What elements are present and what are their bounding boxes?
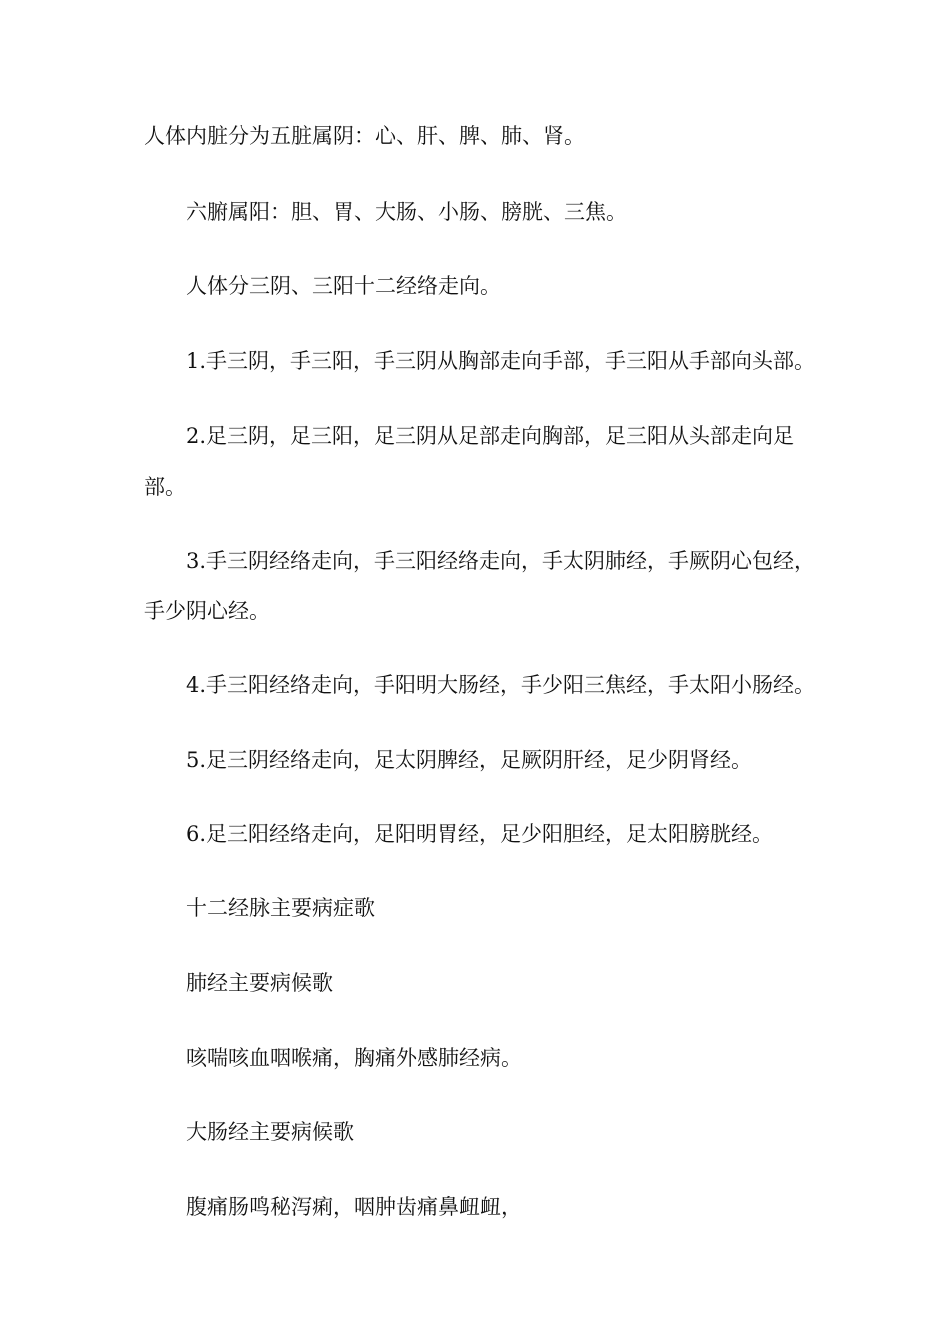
verse-large-intestine: 腹痛肠鸣秘泻痢，咽肿齿痛鼻衄衄， — [186, 1195, 522, 1219]
paragraph-item-3-continued: 手少阴心经。 — [144, 599, 270, 623]
paragraph-item-4: 4.手三阳经络走向，手阳明大肠经，手少阳三焦经，手太阳小肠经。 — [186, 673, 816, 697]
heading-twelve-meridians-song: 十二经脉主要病症歌 — [186, 896, 375, 920]
heading-large-intestine-song: 大肠经主要病候歌 — [186, 1120, 354, 1144]
paragraph-item-1: 1.手三阴，手三阳，手三阴从胸部走向手部，手三阳从手部向头部。 — [186, 349, 816, 373]
paragraph-six-fu: 六腑属阳：胆、胃、大肠、小肠、膀胱、三焦。 — [186, 200, 627, 224]
paragraph-item-6: 6.足三阳经络走向，足阳明胃经，足少阳胆经，足太阳膀胱经。 — [186, 822, 774, 846]
paragraph-item-3: 3.手三阴经络走向，手三阳经络走向，手太阴肺经，手厥阴心包经， — [186, 549, 816, 573]
paragraph-item-2: 2.足三阴，足三阳，足三阴从足部走向胸部，足三阳从头部走向足 — [186, 424, 795, 448]
paragraph-meridian-intro: 人体分三阴、三阳十二经络走向。 — [186, 274, 501, 298]
paragraph-item-5: 5.足三阴经络走向，足太阴脾经，足厥阴肝经，足少阴肾经。 — [186, 748, 753, 772]
paragraph-item-2-continued: 部。 — [144, 475, 186, 499]
paragraph-five-zang: 人体内脏分为五脏属阴：心、肝、脾、肺、肾。 — [144, 124, 585, 148]
verse-lung-meridian: 咳喘咳血咽喉痛，胸痛外感肺经病。 — [186, 1046, 522, 1070]
heading-lung-meridian-song: 肺经主要病候歌 — [186, 971, 333, 995]
